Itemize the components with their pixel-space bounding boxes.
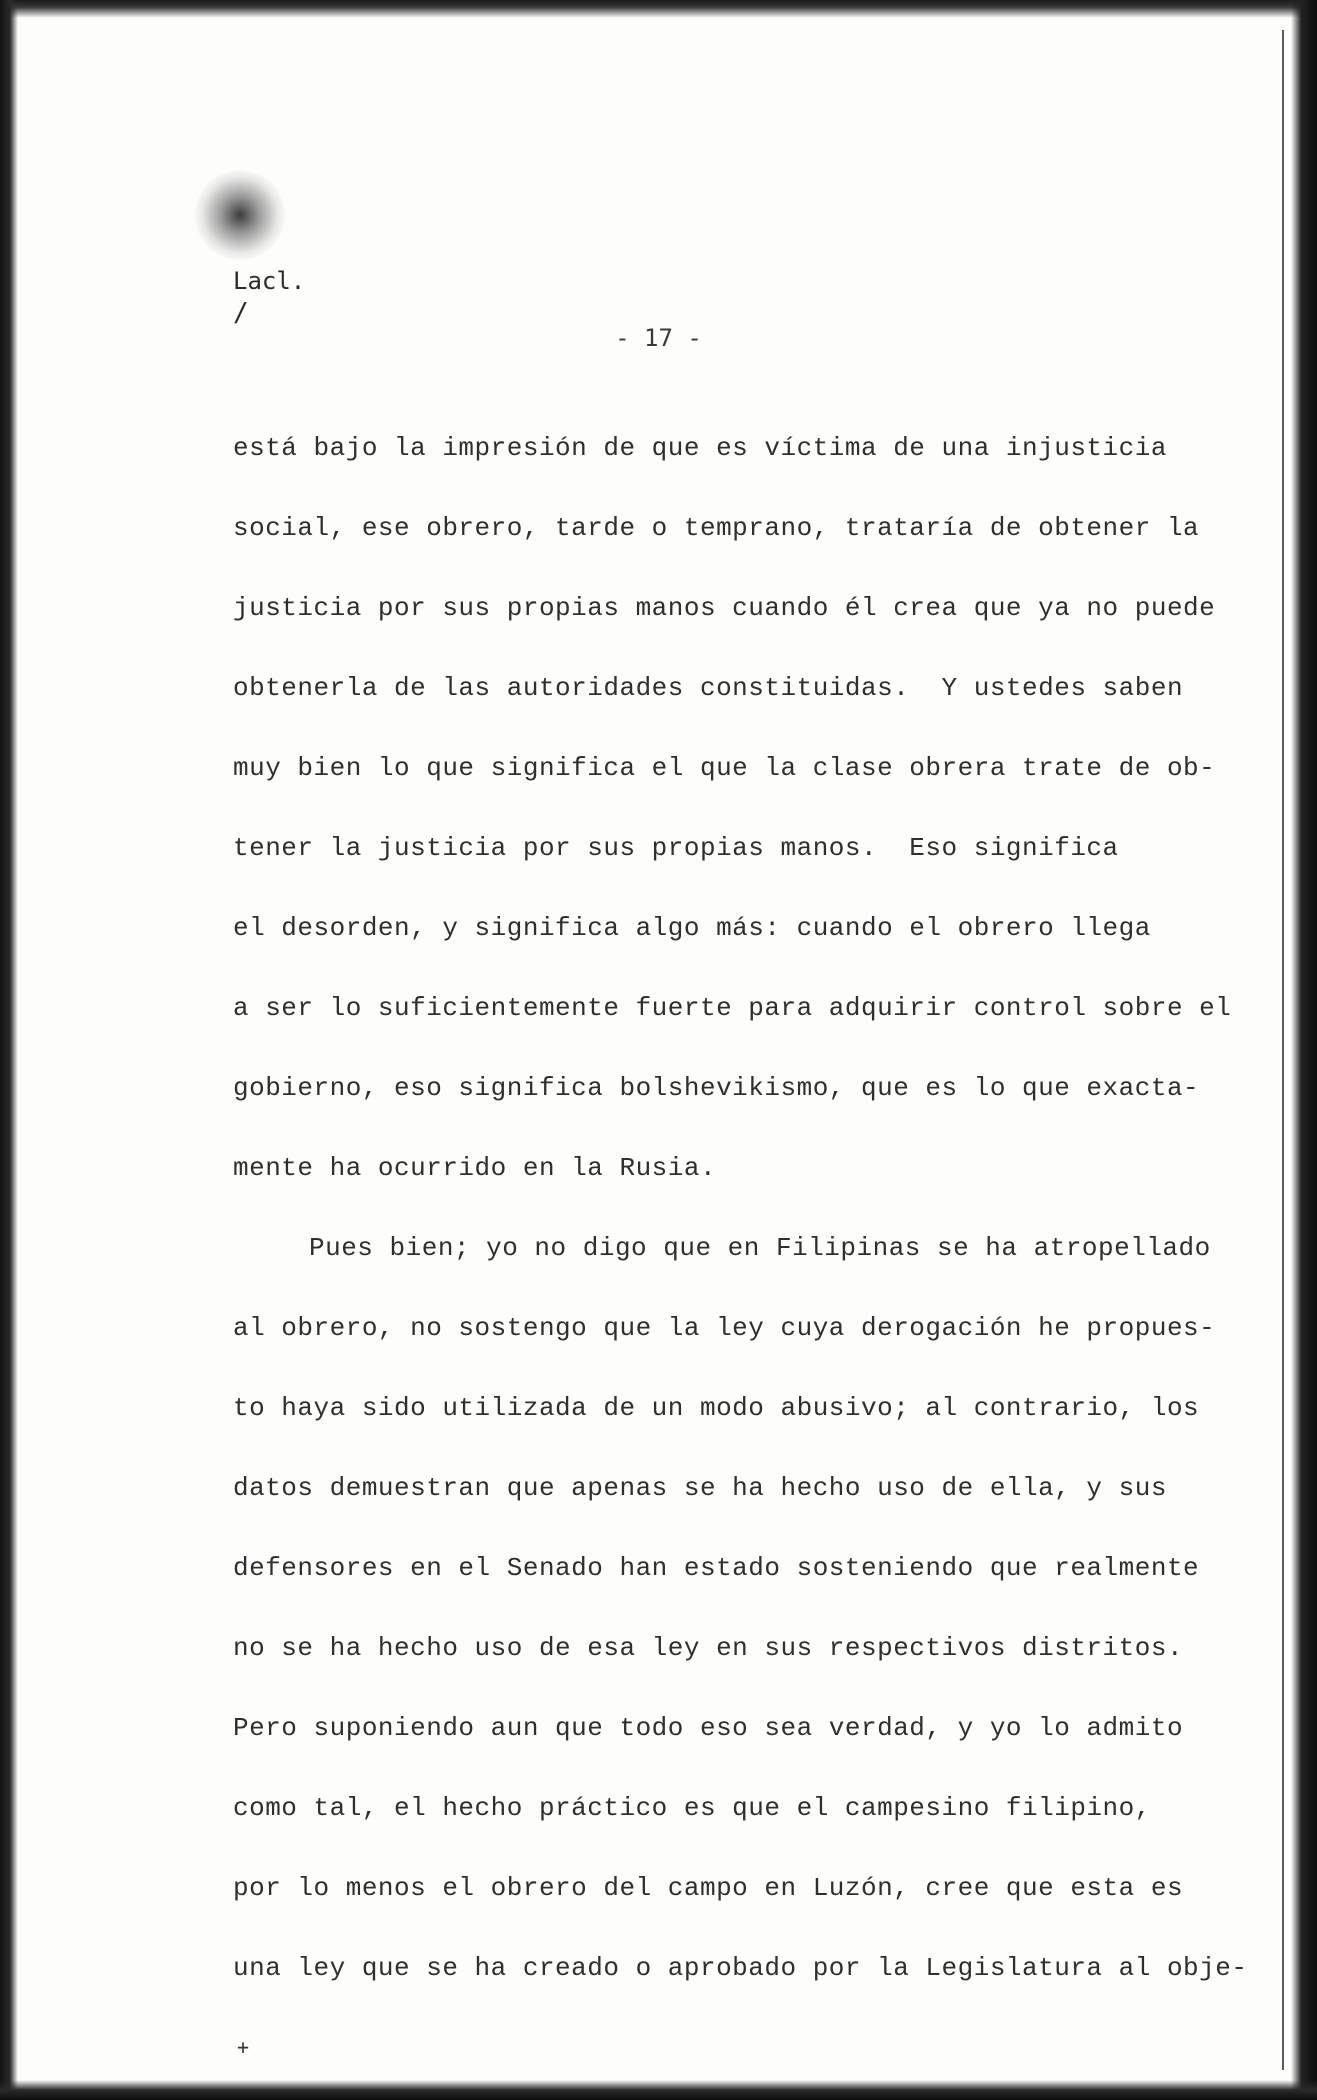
- scan-edge-left: [0, 0, 18, 2100]
- ink-smudge: [195, 170, 285, 260]
- scan-edge-bottom: [0, 2080, 1317, 2100]
- text-line: está bajo la impresión de que es víctima de una injusticia: [233, 433, 1167, 463]
- body-text: [233, 430, 1248, 2030]
- bottom-mark: +: [237, 2035, 250, 2059]
- reference-code: Lacl.: [233, 267, 306, 295]
- text-line: tener la justicia por sus propias manos. Eso significa: [233, 833, 1119, 863]
- text-line: justicia por sus propias manos cuando él crea que ya no puede: [233, 593, 1216, 623]
- text-line: muy bien lo que significa el que la clase obrera trate de ob-: [233, 753, 1216, 783]
- text-line: defensores en el Senado han estado sosteniendo que realmente: [233, 1553, 1200, 1583]
- text-line: social, ese obrero, tarde o temprano, trataría de obtener la: [233, 513, 1200, 543]
- scan-edge-right: [1291, 0, 1317, 2100]
- page-number: - 17 -: [615, 324, 702, 352]
- text-line: gobierno, eso significa bolshevikismo, que es lo que exacta-: [233, 1073, 1200, 1103]
- text-line: a ser lo suficientemente fuerte para adquirir control sobre el: [233, 993, 1232, 1023]
- text-line: obtenerla de las autoridades constituidas. Y ustedes saben: [233, 673, 1184, 703]
- text-line: como tal, el hecho práctico es que el campesino filipino,: [233, 1793, 1151, 1823]
- text-line: datos demuestran que apenas se ha hecho uso de ella, y sus: [233, 1473, 1167, 1503]
- text-line: una ley que se ha creado o aprobado por la Legislatura al obje-: [233, 1953, 1248, 1983]
- scan-edge-top: [0, 0, 1317, 18]
- text-line: por lo menos el obrero del campo en Luzón, cree que esta es: [233, 1873, 1184, 1903]
- reference-mark: /: [233, 298, 249, 328]
- text-line: el desorden, y significa algo más: cuando el obrero llega: [233, 913, 1151, 943]
- text-line: to haya sido utilizada de un modo abusivo; al contrario, los: [233, 1393, 1200, 1423]
- text-line: al obrero, no sostengo que la ley cuya derogación he propues-: [233, 1313, 1216, 1343]
- text-line: mente ha ocurrido en la Rusia.: [233, 1153, 717, 1183]
- text-line: Pero suponiendo aun que todo eso sea verdad, y yo lo admito: [233, 1713, 1184, 1743]
- text-line: no se ha hecho uso de esa ley en sus respectivos distritos.: [233, 1633, 1184, 1663]
- text-line: Pues bien; yo no digo que en Filipinas se ha atropellado: [309, 1233, 1211, 1263]
